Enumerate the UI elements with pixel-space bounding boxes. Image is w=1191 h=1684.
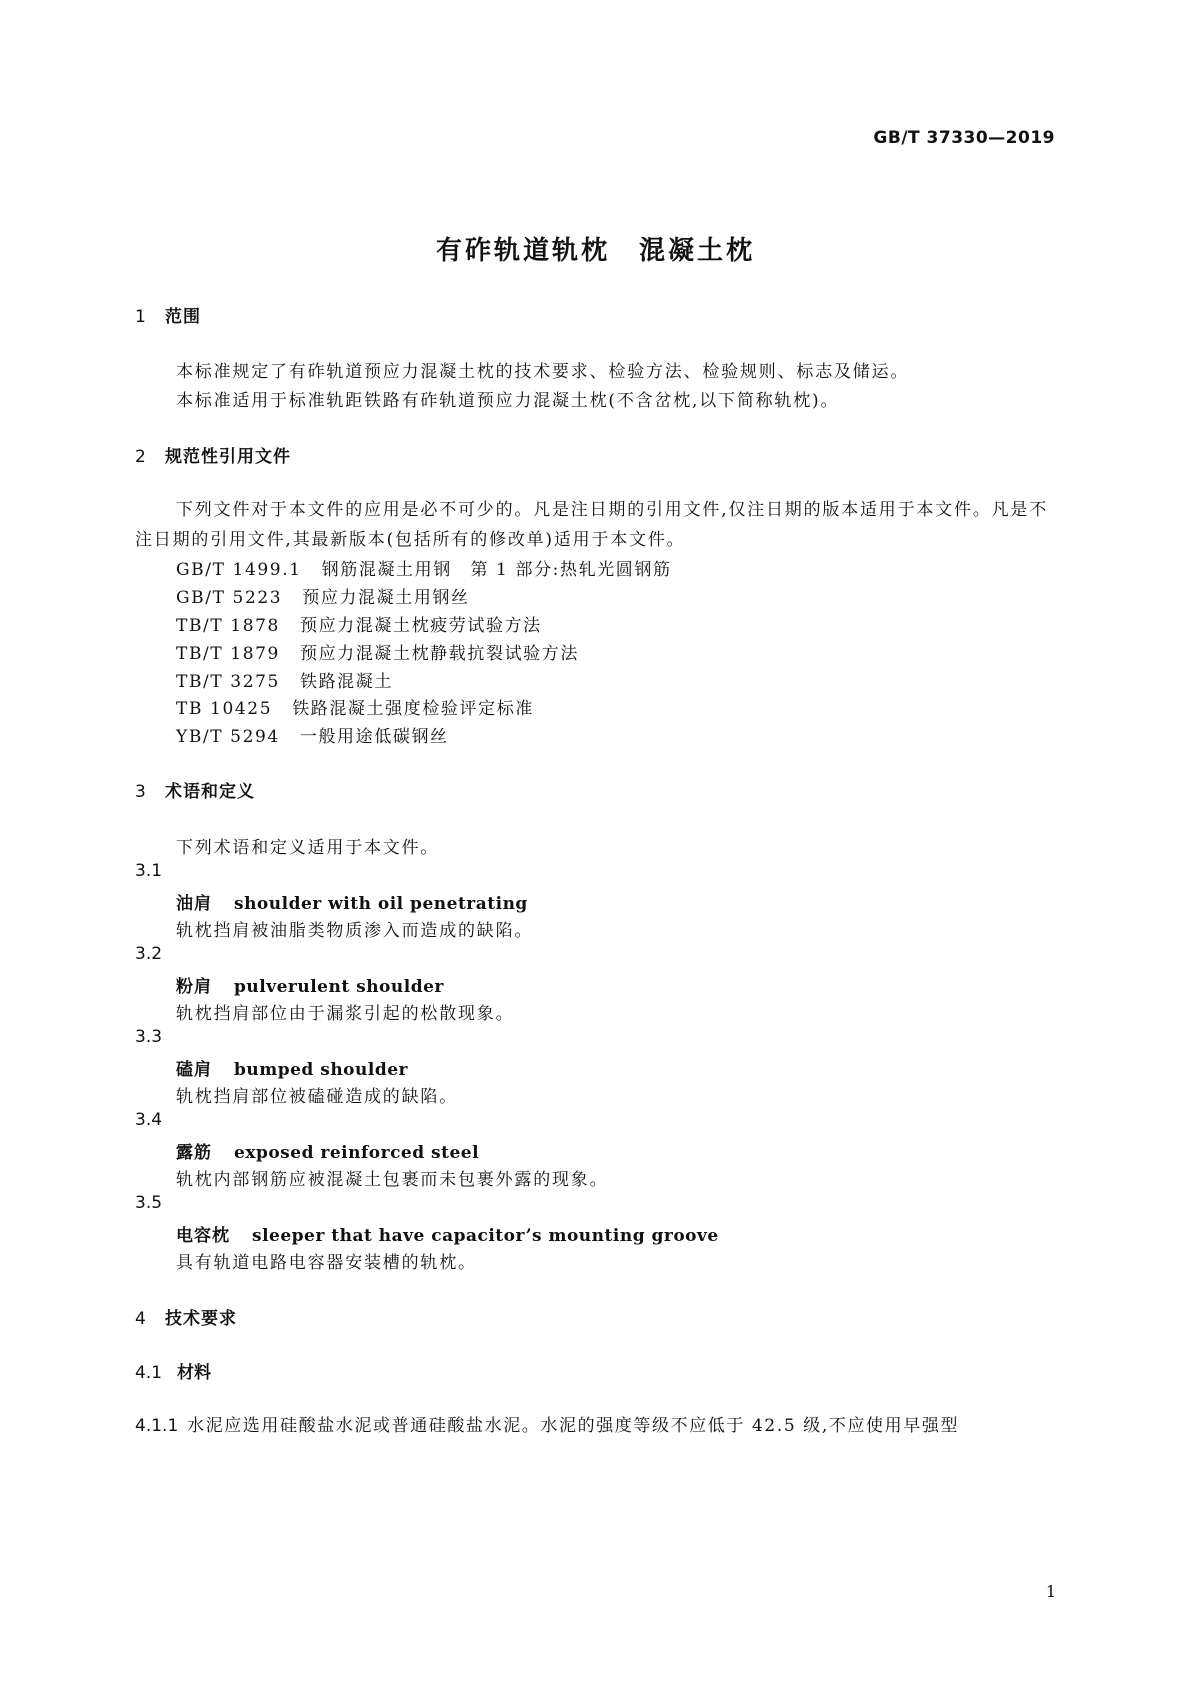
- subsection-heading: [135, 1358, 211, 1383]
- standard-number: GB/T 37330—2019: [873, 128, 1055, 148]
- reference-title: 钢筋混凝土用钢 第 1 部分:热轧光圆钢筋: [321, 560, 672, 580]
- reference-title: 预应力混凝土用钢丝: [302, 588, 470, 608]
- subsection-title: 材料: [177, 1363, 211, 1383]
- section-number: 3: [135, 782, 147, 802]
- term-chinese: 露筋: [176, 1143, 212, 1163]
- term-english: bumped shoulder: [234, 1060, 408, 1080]
- term-heading: [176, 1055, 408, 1080]
- reference-code: TB/T 3275: [176, 672, 280, 692]
- term-number: 3.3: [135, 1027, 163, 1047]
- term-number: 3.5: [135, 1193, 163, 1213]
- section-title: 术语和定义: [165, 782, 255, 802]
- section-title: 技术要求: [165, 1309, 237, 1329]
- subsection-number: 4.1: [135, 1363, 163, 1383]
- page-number: 1: [1045, 1582, 1056, 1601]
- term-chinese: 磕肩: [176, 1060, 212, 1080]
- term-english: pulverulent shoulder: [234, 977, 444, 997]
- term-heading: [176, 1138, 479, 1163]
- term-chinese: 粉肩: [176, 977, 212, 997]
- term-definition: 轨枕挡肩被油脂类物质渗入而造成的缺陷。: [176, 921, 534, 941]
- term-definition: 轨枕内部钢筋应被混凝土包裹而未包裹外露的现象。: [176, 1170, 609, 1190]
- clause-text: 水泥应选用硅酸盐水泥或普通硅酸盐水泥。水泥的强度等级不应低于 42.5 级,不应使用早强型: [187, 1416, 960, 1436]
- term-definition: 具有轨道电路电容器安装槽的轨枕。: [176, 1253, 477, 1273]
- reference-code: GB/T 1499.1: [176, 560, 302, 580]
- term-heading: [176, 1221, 719, 1246]
- term-english: exposed reinforced steel: [234, 1143, 480, 1163]
- term-number: 3.2: [135, 944, 163, 964]
- reference-code: TB 10425: [176, 699, 273, 719]
- section-3-heading: [135, 777, 255, 802]
- term-number: 3.4: [135, 1110, 163, 1130]
- reference-title: 铁路混凝土强度检验评定标准: [292, 699, 534, 719]
- reference-title: 预应力混凝土枕静载抗裂试验方法: [299, 644, 579, 664]
- reference-item: [176, 639, 579, 664]
- reference-item: [176, 611, 542, 636]
- clause-number: 4.1.1: [135, 1416, 179, 1436]
- section-1-paragraph: 本标准适用于标准轨距铁路有砟轨道预应力混凝土枕(不含岔枕,以下简称轨枕)。: [176, 391, 840, 411]
- reference-item: [176, 722, 449, 747]
- term-english: shoulder with oil penetrating: [234, 894, 528, 914]
- section-2-heading: [135, 442, 291, 467]
- reference-item: [176, 694, 534, 719]
- term-heading: [176, 889, 528, 914]
- section-title: 范围: [165, 307, 201, 327]
- term-definition: 轨枕挡肩部位被磕碰造成的缺陷。: [176, 1087, 458, 1107]
- section-4-heading: [135, 1304, 237, 1329]
- reference-title: 一般用途低碳钢丝: [299, 727, 449, 747]
- reference-code: TB/T 1878: [176, 616, 280, 636]
- clause: [135, 1411, 959, 1436]
- reference-code: TB/T 1879: [176, 644, 280, 664]
- reference-title: 预应力混凝土枕疲劳试验方法: [299, 616, 542, 636]
- section-3-intro: 下列术语和定义适用于本文件。: [176, 838, 440, 858]
- document-title: 有砟轨道轨枕 混凝土枕: [435, 236, 755, 266]
- section-number: 4: [135, 1309, 147, 1329]
- term-heading: [176, 972, 444, 997]
- reference-code: GB/T 5223: [176, 588, 283, 608]
- section-number: 2: [135, 447, 147, 467]
- reference-title: 铁路混凝土: [299, 672, 393, 692]
- term-chinese: 电容枕: [176, 1226, 230, 1246]
- term-chinese: 油肩: [176, 894, 212, 914]
- term-definition: 轨枕挡肩部位由于漏浆引起的松散现象。: [176, 1004, 515, 1024]
- reference-code: YB/T 5294: [176, 727, 280, 747]
- reference-item: [176, 555, 672, 580]
- reference-item: [176, 667, 393, 692]
- reference-item: [176, 583, 470, 608]
- term-english: sleeper that have capacitor’s mounting groove: [252, 1226, 719, 1246]
- section-1-heading: [135, 302, 201, 327]
- section-1-paragraph: 本标准规定了有砟轨道预应力混凝土枕的技术要求、检验方法、检验规则、标志及储运。: [176, 362, 910, 382]
- section-2-intro: 下列文件对于本文件的应用是必不可少的。凡是注日期的引用文件,仅注日期的版本适用于本文件。凡是不注日期的引用文件,其最新版本(包括所有的修改单)适用于本文件。: [135, 500, 1049, 550]
- section-number: 1: [135, 307, 147, 327]
- term-number: 3.1: [135, 861, 163, 881]
- section-title: 规范性引用文件: [165, 447, 291, 467]
